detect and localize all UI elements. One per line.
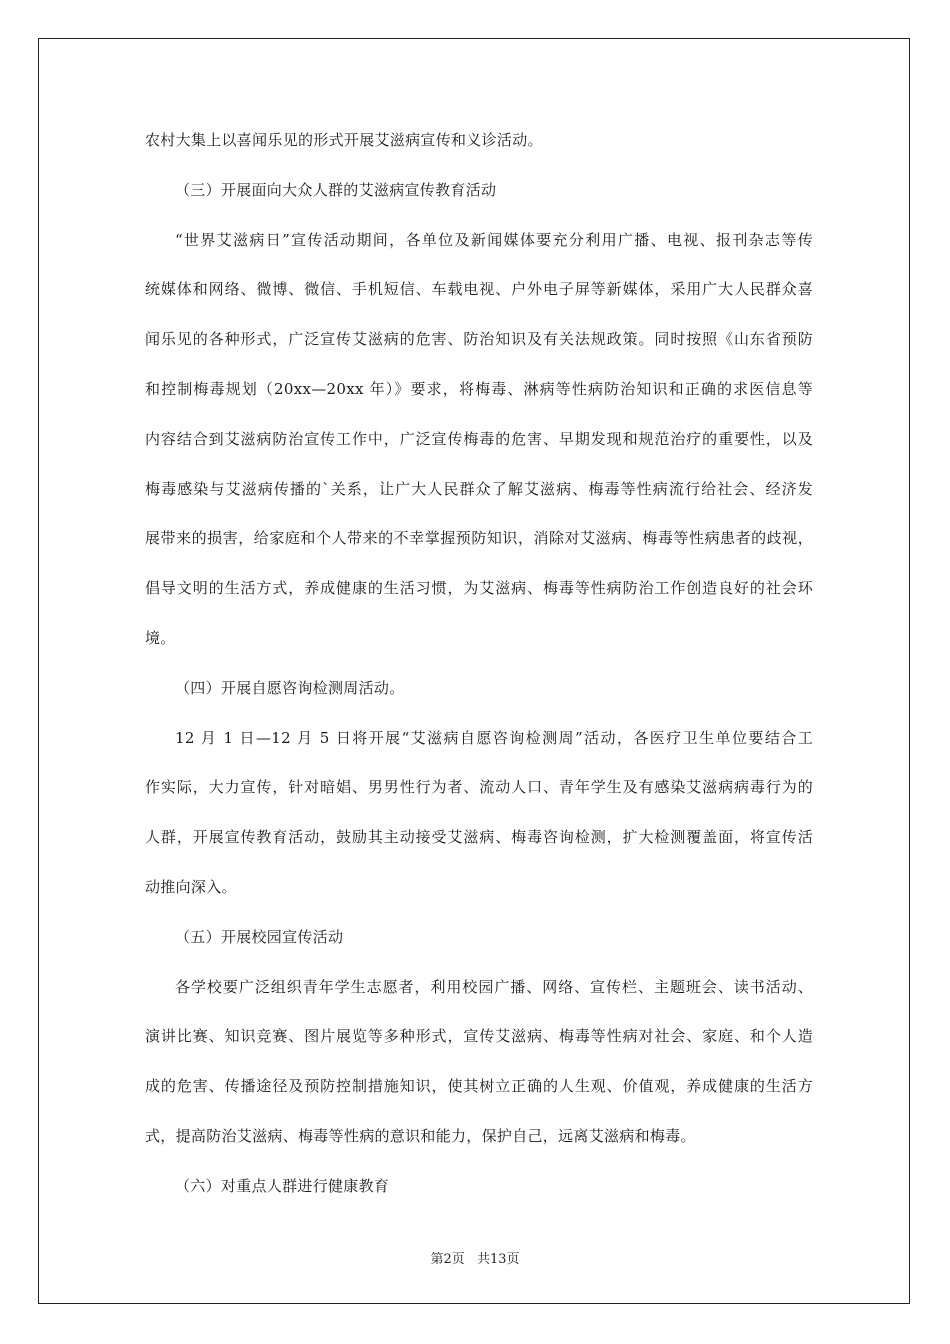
paragraph-line: 统媒体和网络、微博、微信、手机短信、车载电视、户外电子屏等新媒体，采用广大人民群众喜	[145, 280, 813, 299]
section-heading-4: （四）开展自愿咨询检测周活动。	[175, 678, 405, 697]
section-heading-3: （三）开展面向大众人群的艾滋病宣传教育活动	[175, 180, 497, 199]
paragraph-line: 农村大集上以喜闻乐见的形式开展艾滋病宣传和义诊活动。	[145, 131, 543, 149]
paragraph-line: 内容结合到艾滋病防治宣传工作中，广泛宣传梅毒的危害、早期发现和规范治疗的重要性，以及	[145, 429, 813, 448]
paragraph-line: 式，提高防治艾滋病、梅毒等性病的意识和能力，保护自己，远离艾滋病和梅毒。	[145, 1126, 696, 1145]
paragraph-line: 演讲比赛、知识竞赛、图片展览等多种形式，宣传艾滋病、梅毒等性病对社会、家庭、和个人造	[145, 1027, 813, 1046]
page-number: 第2页	[430, 1252, 465, 1267]
paragraph-line: 各学校要广泛组织青年学生志愿者，利用校园广播、网络、宣传栏、主题班会、读书活动、	[175, 977, 813, 996]
page-total: 共13页	[476, 1252, 520, 1267]
paragraph-line: 作实际，大力宣传，针对暗娼、男男性行为者、流动人口、青年学生及有感染艾滋病病毒行为的	[145, 778, 813, 797]
paragraph-line: 和控制梅毒规划（20xx—20xx 年）》要求，将梅毒、淋病等性病防治知识和正确的求医信息等	[145, 379, 813, 398]
paragraph-line: 人群，开展宣传教育活动，鼓励其主动接受艾滋病、梅毒咨询检测，扩大检测覆盖面，将宣传活	[145, 828, 813, 847]
paragraph-line: 成的危害、传播途径及预防控制措施知识，使其树立正确的人生观、价值观，养成健康的生活方	[145, 1077, 813, 1096]
paragraph-line: 梅毒感染与艾滋病传播的`关系，让广大人民群众了解艾滋病、梅毒等性病流行给社会、经济发	[145, 479, 813, 498]
section-heading-6: （六）对重点人群进行健康教育	[175, 1176, 390, 1195]
paragraph-line: “世界艾滋病日”宣传活动期间，各单位及新闻媒体要充分利用广播、电视、报刊杂志等传	[175, 230, 813, 249]
paragraph-line: 动推向深入。	[145, 877, 237, 896]
paragraph-line: 展带来的损害，给家庭和个人带来的不幸掌握预防知识，消除对艾滋病、梅毒等性病患者的歧视，	[145, 529, 813, 548]
paragraph-line: 倡导文明的生活方式，养成健康的生活习惯，为艾滋病、梅毒等性病防治工作创造良好的社会环	[145, 579, 813, 598]
paragraph-line: 闻乐见的各种形式，广泛宣传艾滋病的危害、防治知识及有关法规政策。同时按照《山东省预防	[145, 330, 813, 349]
paragraph-line: 境。	[145, 628, 176, 647]
section-heading-5: （五）开展校园宣传活动	[175, 927, 344, 946]
page-footer	[0, 1248, 950, 1267]
paragraph-line: 12 月 1 日—12 月 5 日将开展“艾滋病自愿咨询检测周”活动，各医疗卫生单位要结合工	[175, 728, 813, 747]
document-body	[145, 122, 813, 1218]
